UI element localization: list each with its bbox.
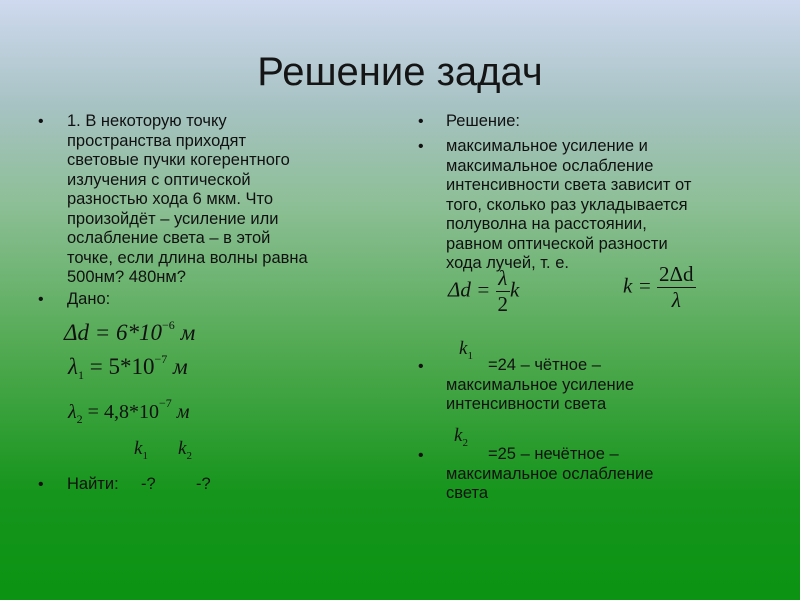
solution-line: максимальное усиление и: [446, 137, 648, 155]
solution-line: максимальное ослабление: [446, 156, 654, 175]
problem-line: излучения с оптической: [67, 170, 251, 189]
formula-path-difference: $\Delta d = 6*10^{-6}$ м: [64, 318, 196, 345]
problem-text: [67, 112, 308, 288]
solution-text: [446, 137, 691, 274]
equation-k: k = $\frac{2\Delta d}{\lambda}$: [623, 262, 694, 312]
bullet: •: [38, 476, 44, 493]
fraction: $\frac{\lambda}{2}$: [497, 266, 508, 316]
result-k1: [446, 356, 634, 415]
result-line: =24 – чётное –: [488, 356, 601, 374]
k1-result-symbol: $k_1$: [459, 338, 473, 362]
solution-line: интенсивности света зависит от: [446, 176, 692, 194]
bullet: •: [418, 358, 424, 375]
problem-line: разностью хода 6 мкм. Что: [67, 190, 274, 208]
problem-line: произойдёт – усиление или: [67, 209, 279, 228]
bullet: •: [418, 113, 424, 130]
result-line: интенсивности света: [446, 395, 607, 413]
solution-line: равном оптической разности: [446, 234, 668, 253]
find-label: Найти:: [67, 475, 119, 493]
slide-title: Решение задач: [257, 50, 543, 94]
result-line: света: [446, 484, 489, 502]
bullet: •: [38, 113, 44, 130]
k1-symbol: $k_1$: [134, 438, 148, 462]
solution-line: полуволна на расстоянии,: [446, 215, 647, 233]
find-q2: -?: [196, 475, 211, 493]
given-label: Дано:: [67, 290, 111, 308]
formula-wavelength-1: $\lambda_1 = 5*10^{-7}$ м: [68, 352, 188, 382]
problem-line: ослабление света – в этой: [67, 229, 271, 247]
problem-line: 1. В некоторую точку: [67, 112, 227, 130]
bullet: •: [38, 291, 44, 308]
result-k2: [446, 445, 653, 504]
k2-symbol: $k_2$: [178, 438, 192, 462]
k2-result-symbol: $k_2$: [454, 425, 468, 449]
find-q1: -?: [141, 475, 156, 493]
problem-line: пространства приходят: [67, 131, 247, 150]
solution-line: хода лучей, т. е.: [446, 254, 569, 272]
result-line: =25 – нечётное –: [488, 445, 619, 463]
problem-line: световые пучки когерентного: [67, 151, 290, 169]
equation-path-difference: Δd = $\frac{\lambda}{2}$ k: [448, 266, 520, 316]
fraction: $\frac{2\Delta d}{\lambda}$: [659, 262, 694, 312]
bullet: •: [418, 138, 424, 155]
result-line: максимальное усиление: [446, 375, 635, 394]
solution-line: того, сколько раз укладывается: [446, 195, 688, 214]
formula-wavelength-2: $\lambda_2 = 4,8*10^{-7}$ м: [68, 396, 190, 426]
result-line: максимальное ослабление: [446, 464, 654, 483]
bullet: •: [418, 447, 424, 464]
problem-line: 500нм? 480нм?: [67, 268, 186, 286]
solution-label: Решение:: [446, 112, 520, 130]
problem-line: точке, если длина волны равна: [67, 248, 308, 267]
